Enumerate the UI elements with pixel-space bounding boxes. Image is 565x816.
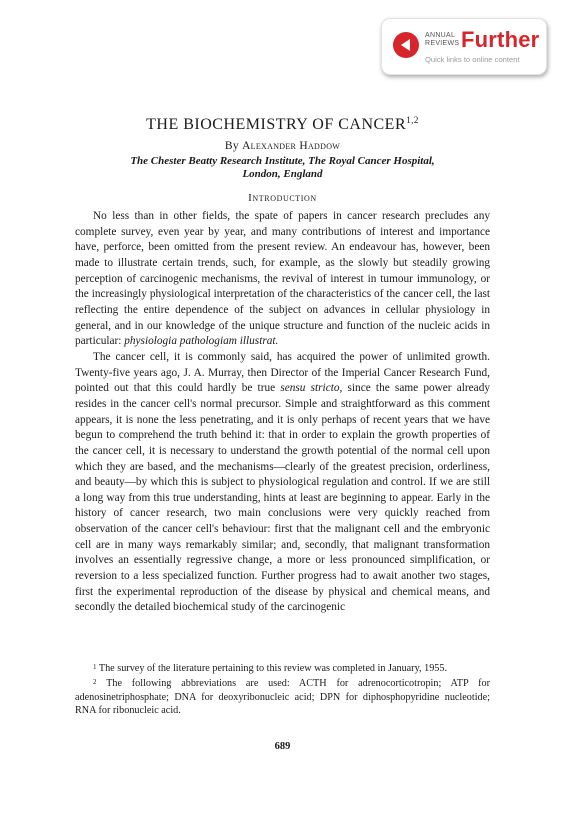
further-label: Further xyxy=(461,27,540,52)
paragraph-1 xyxy=(75,209,490,350)
further-subtitle: Quick links to online content xyxy=(425,55,520,64)
paragraph-2-text-a: The cancer cell, it is commonly said, has acquired the power of unlimited growth. Twenty-five years ago, J. A. Murray, then Director of the Imperial Cancer Research Fund, pointed out that this could hardly be true xyxy=(75,350,490,395)
paragraph-2-latin: sensu stricto, xyxy=(280,382,343,395)
page-number: 689 xyxy=(274,741,291,752)
footnote-2-text: The following abbreviations are used: ACTH for adrenocorticotropin; ATP for adenosinetriphosphate; DNA for deoxyribonucleic acid; DPN for diphosphopyridine nucleotide; RNA for ribonucleic acid. xyxy=(75,678,490,716)
footnote-1-mark: 1 xyxy=(93,663,97,671)
affiliation xyxy=(0,155,565,181)
author-line xyxy=(0,140,565,152)
play-icon xyxy=(393,32,419,58)
footnotes xyxy=(75,662,490,719)
author-name: Alexander Haddow xyxy=(242,140,341,152)
author-by: By xyxy=(224,140,239,152)
footnote-1-text: The survey of the literature pertaining to this review was completed in January, 1955. xyxy=(96,663,448,674)
section-heading: Introduction xyxy=(248,192,317,204)
paragraph-2-text-b: since the same power already resides in the cancer cell's normal precursor. Simple and straightforward as this comment appears, it is none the less penetrating, and it is only perhaps of recent years that we have begun to comprehend the truth behind it: that in order to explain the growth properties of the cancer cell, it is necessary to understand the growth potential of the normal cell upon which they are based, and the mechanisms—clearly of the greatest precision, orderliness, and beauty—by which this is subject to physiological regulation and control. If we are still a long way from this true understanding, hints at least are beginning to appear. Early in the history of cancer research, two main conclusions were very quickly reached from observation of the cancer cell's behaviour: first that the malignant cell and the embryonic cell are in many ways remarkably similar; and, secondly, that malignant transformation involves an essentially regressive change, a more or less pronounced simplification, or reversion to a less specialized function. Further progress had to await another two stages, first the experimental reproduction of the disease by physical and chemical means, and secondly the detailed biochemical study of the carcinogenic xyxy=(75,382,490,614)
affiliation-line-2: London, England xyxy=(242,168,323,180)
title-footnote-marks[interactable]: 1,2 xyxy=(406,115,419,125)
paragraph-2 xyxy=(75,350,490,616)
body-text xyxy=(75,209,490,616)
footnote-2-mark: 2 xyxy=(93,678,97,687)
footnote-1 xyxy=(75,662,490,675)
article-title-text: THE BIOCHEMISTRY OF CANCER xyxy=(146,116,407,133)
paragraph-1-latin: physiologia pathologiam illustrat. xyxy=(124,335,279,348)
paragraph-1-text: No less than in other fields, the spate of papers in cancer research precludes any complete survey, even year by year, and many contributions of interest and importance have, perforce, been omitted from the present review. An endeavour has, however, been made to illustrate certain trends, such, for example, as the slowly but steadily growing perception of carcinogenic mechanisms, the revival of interest in tumour immunology, or the increasingly physiological interpretation of the characteristics of the cancer cell, the last reflecting the entire dependence of the subject on advances in cellular physiology in general, and in our knowledge of the unique structure and function of the nucleic acids in particular: xyxy=(75,210,490,348)
footnote-2 xyxy=(75,677,490,717)
article-title xyxy=(0,116,565,134)
annual-reviews-logo: ANNUAL REVIEWS xyxy=(425,32,460,47)
further-badge[interactable] xyxy=(381,18,547,75)
affiliation-line-1: The Chester Beatty Research Institute, The Royal Cancer Hospital, xyxy=(130,155,435,167)
